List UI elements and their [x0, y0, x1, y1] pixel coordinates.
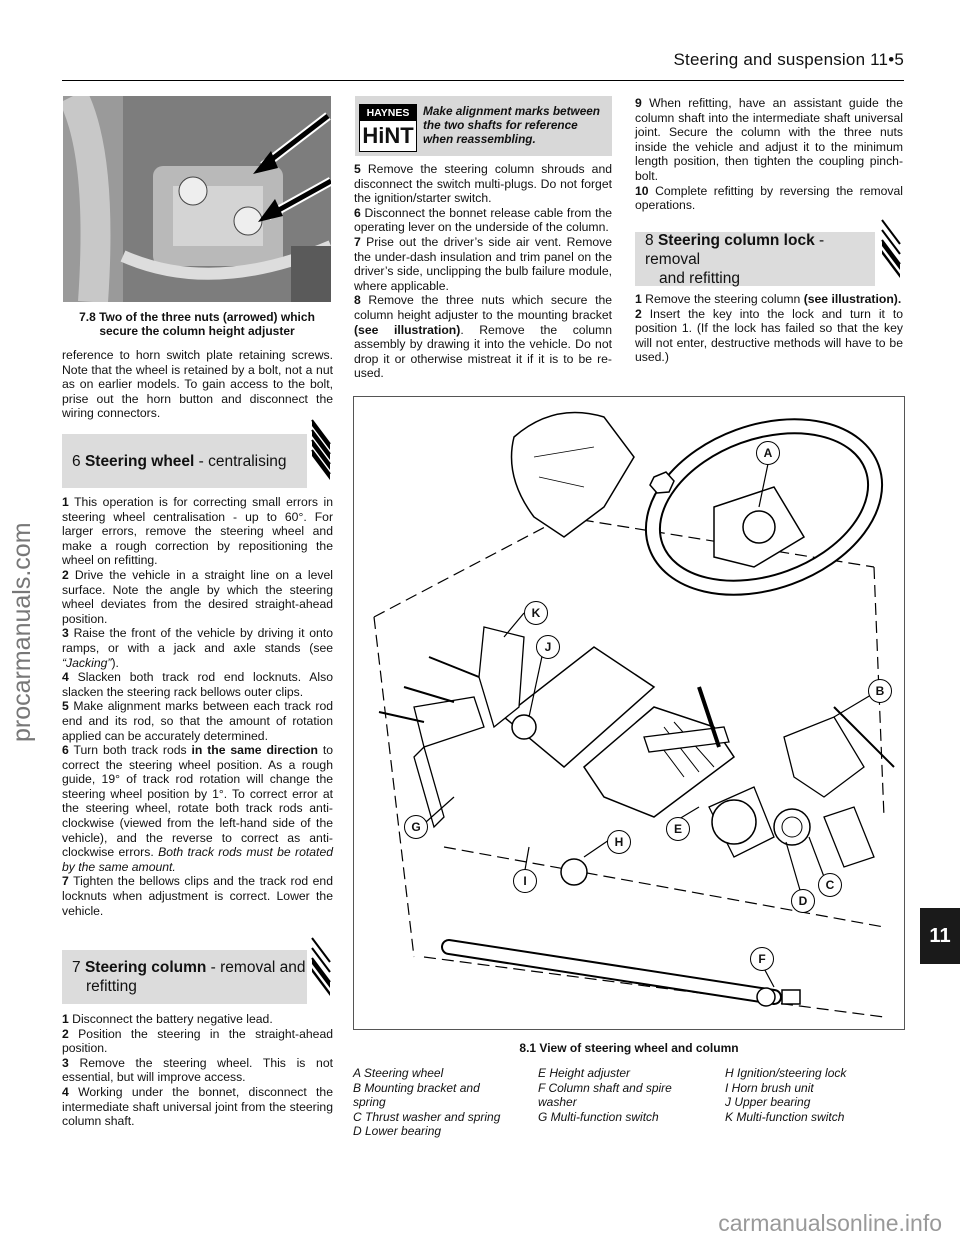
figure-steering-wheel-column [353, 396, 905, 1030]
figure-caption: 8.1 View of steering wheel and column [519, 1041, 739, 1055]
s6-step-2: 2 Drive the vehicle in a straight line on a level surface. Note the angle by which the steering wheel deviates from the desired straight-ahead position. [62, 567, 333, 626]
s7-step-7: 7 Prise out the driver’s side air vent. Remove the under-dash insulation and trim panel on the driver’s side, unclipping the bulb failure module, where applicable. [354, 234, 612, 293]
difficulty-2-icon-s8 [878, 216, 904, 280]
section7-title: 7 Steering column - removal and refitting [72, 959, 306, 995]
haynes-hint-logo [359, 104, 417, 152]
s8-step-1: 1 Remove the steering column (see illustration). [635, 292, 902, 306]
label-h: H [607, 830, 631, 854]
legend-col2: E Height adjuster F Column shaft and spire washer G Multi-function switch [538, 1066, 672, 1124]
label-b: B [868, 679, 892, 703]
s6-step-1: 1 This operation is for correcting small errors in steering wheel centralisation - up to 60°. For larger errors, remove the steering wheel and make a rough correction by repositioning the wheel on refitting. [62, 495, 333, 568]
s7-step-8: 8 Remove the three nuts which secure the column height adjuster to the mounting bracket (see illustration). Remove the column assembly by drawing it into the vehicle. Do not drop it or otherwise mistreat it if it is to be re-used. [354, 293, 613, 381]
label-j: J [536, 635, 560, 659]
s7-step-2: 2 Position the steering in the straight-ahead position. [62, 1026, 333, 1056]
section6-title: 6 Steering wheel - centralising [72, 452, 287, 470]
photo-caption-line2: secure the column height adjuster [99, 324, 295, 338]
section8-heading [635, 232, 875, 286]
s7-step-10: 10 Complete refitting by reversing the removal operations. [635, 183, 904, 213]
s7-step-6: 6 Disconnect the bonnet release cable from the operating lever on the underside of the column. [354, 205, 613, 235]
intro-paragraph: reference to horn switch plate retaining screws. Note that the wheel is retained by a bolt, not a nut as on earlier models. To gain access to the bolt, prise out the horn button and disconnect the wiring connectors. [62, 348, 333, 421]
watermark-bottom: carmanualsonline.info [718, 1210, 942, 1236]
label-k: K [524, 601, 548, 625]
s6-step-5: 5 Make alignment marks between each track rod end and its rod, so that the amount of rotation applied can be accurately determined. [62, 699, 334, 743]
watermark-left: procarmanuals.com [8, 522, 36, 742]
photo-column-height-adjuster [63, 96, 331, 302]
label-f: F [750, 947, 774, 971]
s6-step-4: 4 Slacken both track rod end locknuts. Also slacken the steering rack bellows outer clips. [62, 670, 333, 699]
photo-caption [63, 310, 331, 338]
legend-col3: H Ignition/steering lock I Horn brush unit J Upper bearing K Multi-function switch [725, 1066, 847, 1124]
section7-body-c [635, 96, 903, 213]
header-rule [62, 80, 904, 81]
label-i: I [513, 869, 537, 893]
photo-caption-line1: 7.8 Two of the three nuts (arrowed) which [79, 310, 315, 324]
hint-text: Make alignment marks between the two shafts for reference when reassembling. [423, 104, 601, 146]
section7-body-b [354, 162, 612, 381]
difficulty-2-icon [308, 934, 334, 998]
section7-title-bold: Steering column [84, 959, 207, 976]
s7-step-4: 4 Working under the bonnet, disconnect the intermediate shaft universal joint from the steering column shaft. [62, 1084, 333, 1129]
section8-title-bold: Steering column lock [657, 231, 815, 249]
label-c: C [818, 873, 842, 897]
s8-step-2: 2 Insert the key into the lock and turn it to position 1. (If the lock has failed so that the key will not enter, destructive methods will have to be used.) [635, 306, 903, 365]
s6-step-6: 6 Turn both track rods in the same direction to correct the steering wheel position. As a rough guide, 19° of track rod rotation will change the steering wheel position by 1°. To correct error at the steering wheel, rotate both track rods anti-clockwise (viewed from the left-hand side of the vehicle), and the reverse to correct as anti-clockwise errors. Both track rods must be rotated by the same amount. [62, 743, 334, 874]
s7-step-5: 5 Remove the steering column shrouds and disconnect the switch multi-plugs. Do not forget the ignition/starter switch. [354, 162, 612, 206]
haynes-logo-text: HAYNES [360, 105, 416, 121]
section8-body [635, 292, 903, 365]
photo-image [63, 96, 331, 302]
section6-body [62, 495, 333, 918]
label-d: D [791, 889, 815, 913]
label-g: G [404, 815, 428, 839]
hint-logo-text: HiNT [362, 123, 414, 148]
col1-intro [62, 348, 333, 421]
section7-heading [62, 950, 307, 1004]
s6-step-3: 3 Raise the front of the vehicle by driving it onto ramps, or with a jack and axle stands (see “Jacking”). [62, 626, 333, 670]
section6-title-bold: Steering wheel [84, 452, 195, 470]
chapter-tab: 11 [920, 908, 960, 964]
exploded-diagram [354, 397, 904, 1029]
label-e: E [666, 817, 690, 841]
s7-step-1: 1 Disconnect the battery negative lead. [62, 1012, 273, 1026]
page-header: Steering and suspension 11•5 [673, 50, 904, 69]
s7-step-9: 9 When refitting, have an assistant guide the column shaft into the intermediate shaft universal joint. Secure the column with the three nuts inside the vehicle and adjust it to the minimum length position, then tighten the coupling pinch-bolt. [635, 96, 903, 183]
legend-col1: A Steering wheel B Mounting bracket and spring C Thrust washer and spring D Lower bearing [353, 1066, 501, 1138]
haynes-hint-box [355, 96, 612, 156]
section7-body-a [62, 1012, 333, 1129]
label-a: A [756, 441, 780, 465]
s7-step-3: 3 Remove the steering wheel. This is not essential, but will improve access. [62, 1055, 333, 1085]
difficulty-4-icon [308, 416, 334, 486]
section6-heading [62, 434, 307, 488]
s6-step-7: 7 Tighten the bellows clips and the track rod end locknuts when adjustment is correct. Lower the vehicle. [62, 874, 333, 918]
section8-title: 8 Steering column lock - removal and refitting [645, 231, 825, 287]
